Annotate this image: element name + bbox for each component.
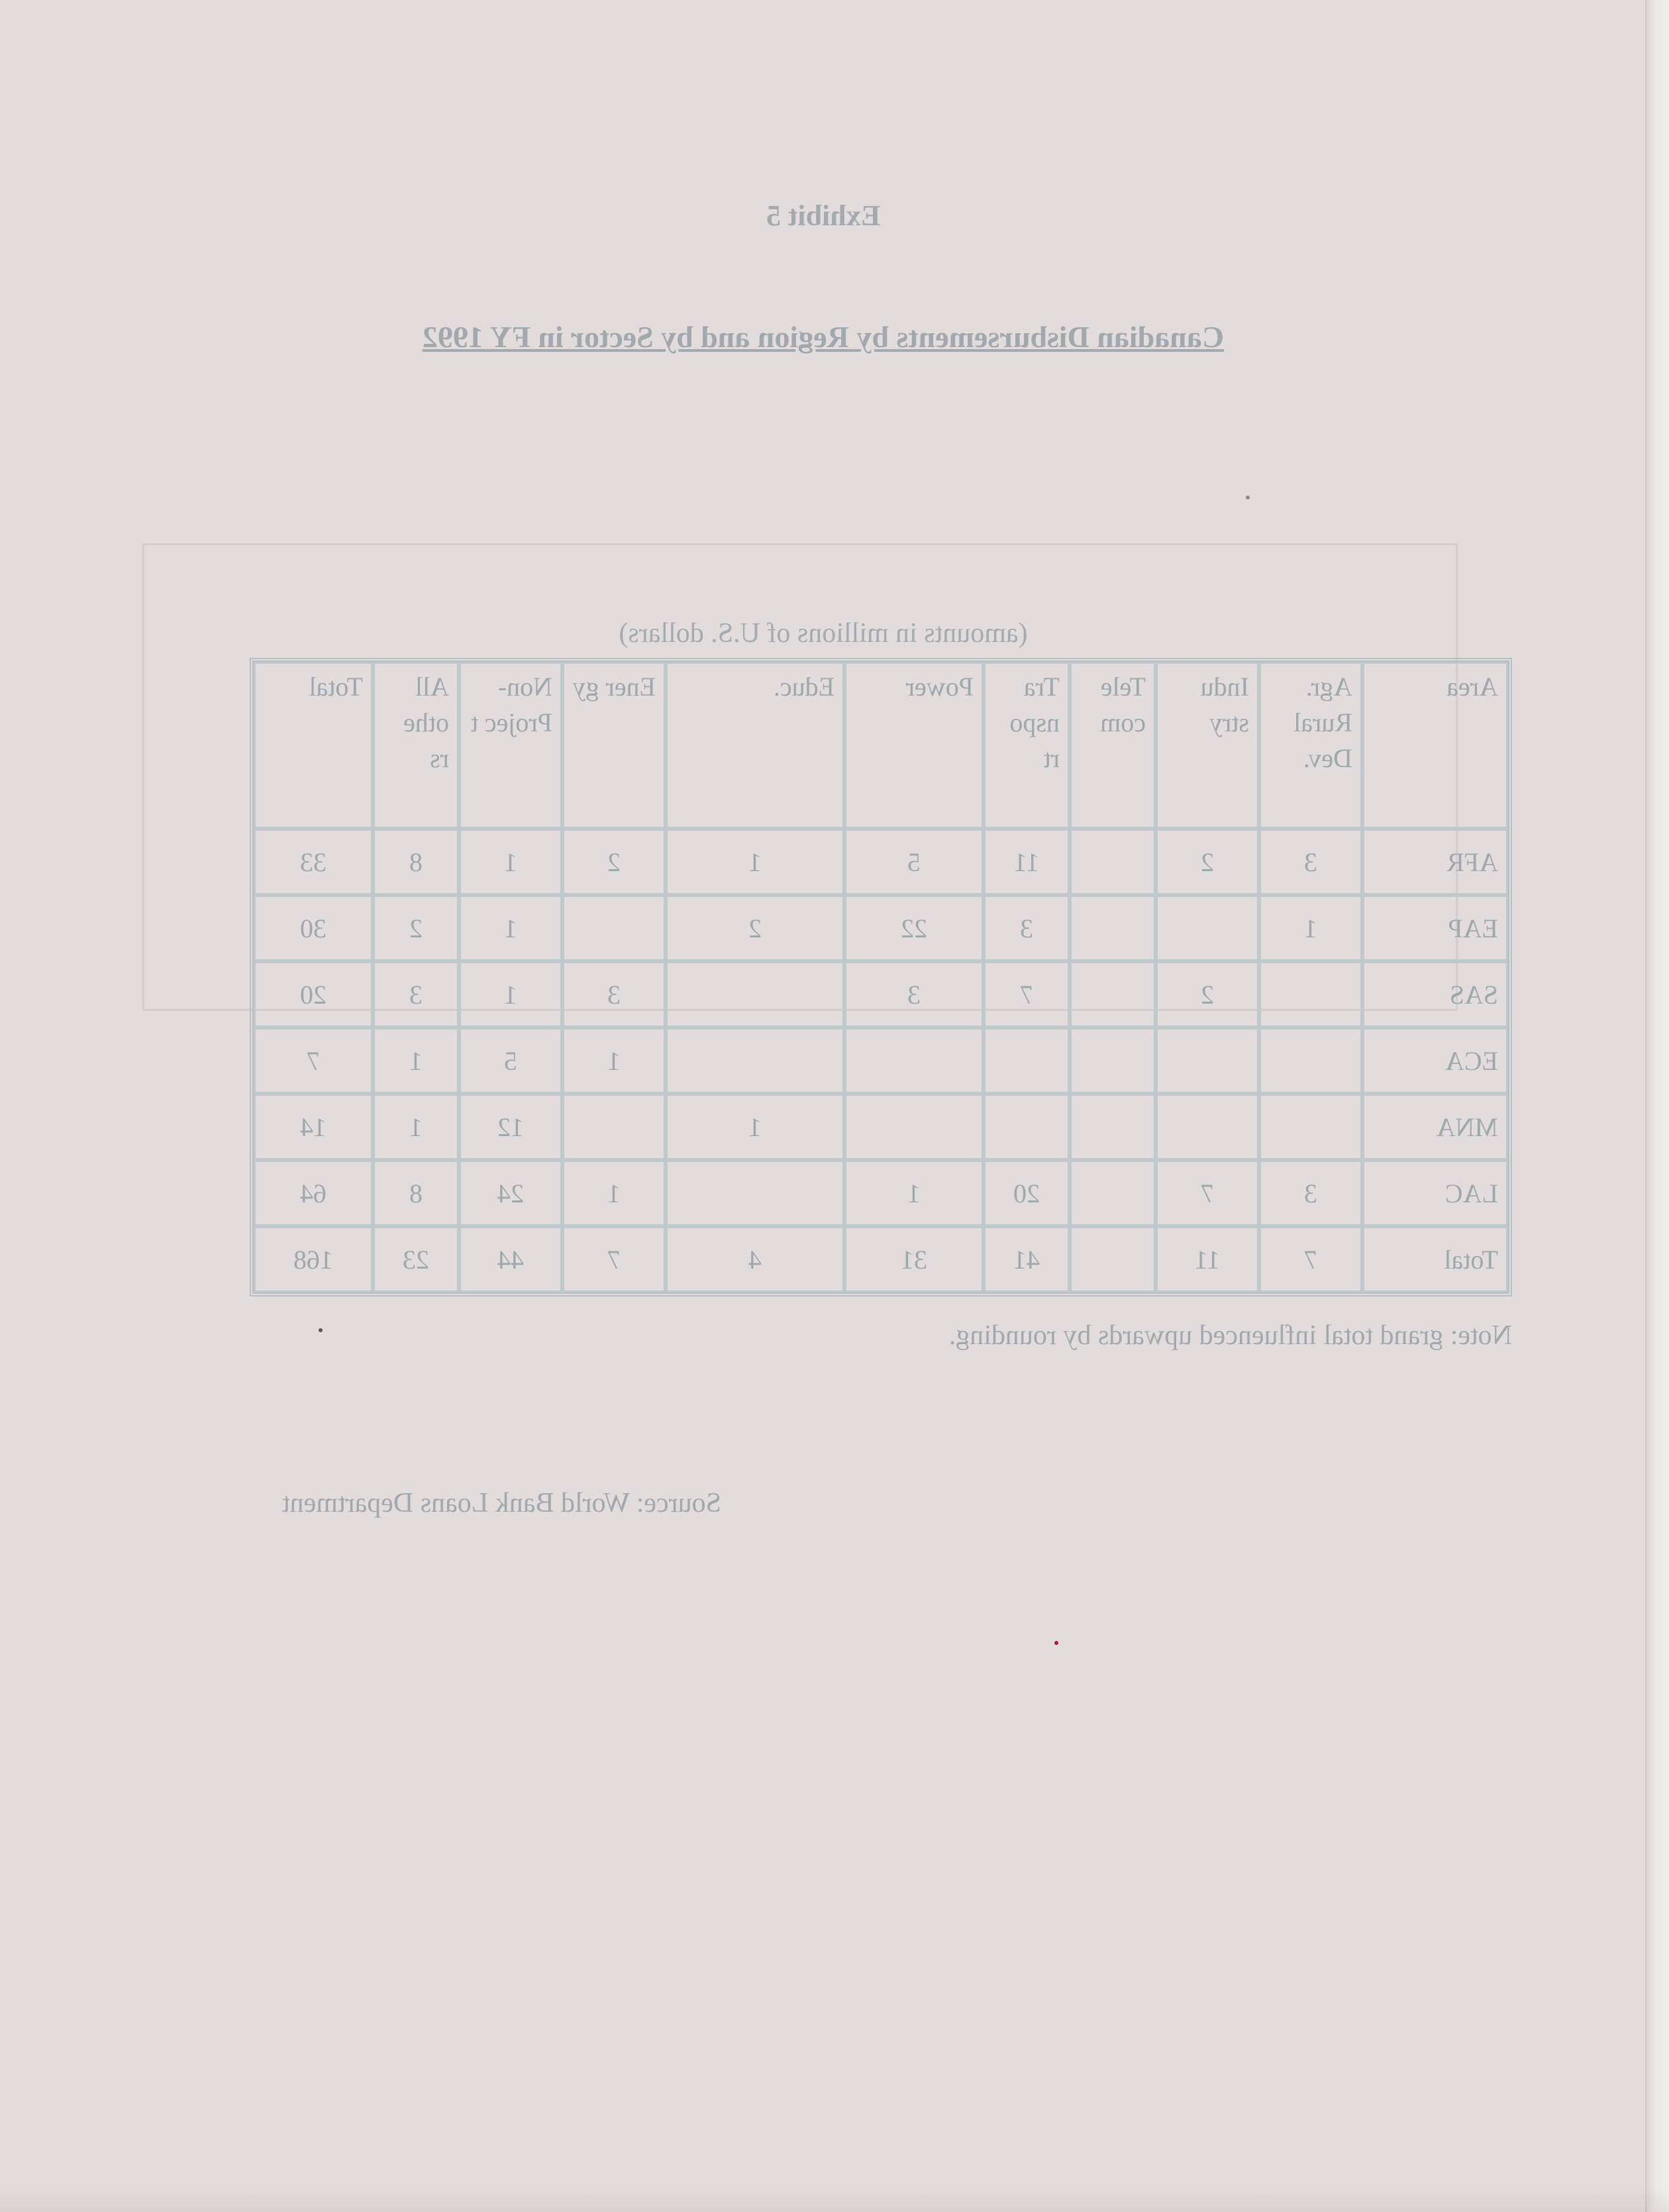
- cell-transport: 11: [984, 829, 1070, 895]
- col-transport: Tra nspo rt: [984, 662, 1070, 829]
- cell-total: 64: [254, 1160, 373, 1226]
- cell-area: EAP: [1362, 895, 1508, 961]
- cell-telecom: [1070, 1094, 1156, 1160]
- cell-total: 168: [254, 1226, 373, 1292]
- col-allothers: All othe rs: [373, 662, 459, 829]
- cell-education: [666, 1027, 844, 1094]
- table-row: [254, 1160, 1508, 1226]
- table-row: [254, 829, 1508, 895]
- col-area: Area: [1362, 662, 1508, 829]
- cell-nonproject: 24: [459, 1160, 562, 1226]
- exhibit-label: Exhibit 5: [766, 199, 881, 232]
- cell-industry: [1156, 1027, 1259, 1094]
- cell-energy: 2: [562, 829, 666, 895]
- cell-industry: 2: [1156, 829, 1259, 895]
- cell-total: 30: [254, 895, 373, 961]
- units-caption: (amounts in millions of U.S. dollars): [619, 618, 1028, 649]
- cell-energy: 1: [562, 1160, 666, 1226]
- cell-telecom: [1070, 829, 1156, 895]
- cell-area: MNA: [1362, 1094, 1508, 1160]
- cell-allothers: 3: [373, 961, 459, 1027]
- cell-allothers: 1: [373, 1027, 459, 1094]
- source-line: Source: World Bank Loans Department: [281, 1488, 721, 1518]
- ink-speck: [1246, 496, 1250, 500]
- cell-transport: 7: [984, 961, 1070, 1027]
- header-row: [254, 662, 1508, 829]
- cell-industry: 7: [1156, 1160, 1259, 1226]
- cell-industry: [1156, 1094, 1259, 1160]
- col-agr: Agr. Rural Dev.: [1259, 662, 1362, 829]
- cell-energy: [562, 1094, 666, 1160]
- cell-nonproject: 1: [459, 961, 562, 1027]
- cell-energy: 3: [562, 961, 666, 1027]
- table-container: [250, 658, 1512, 1296]
- cell-power: 3: [844, 961, 984, 1027]
- table-row: [254, 1027, 1508, 1094]
- cell-energy: 1: [562, 1027, 666, 1094]
- page-bottom-shadow: [0, 2186, 1669, 2212]
- col-energy: Ener gy: [562, 662, 666, 829]
- cell-allothers: 23: [373, 1226, 459, 1292]
- cell-allothers: 8: [373, 1160, 459, 1226]
- cell-total: 7: [254, 1027, 373, 1094]
- cell-industry: 11: [1156, 1226, 1259, 1292]
- cell-allothers: 8: [373, 829, 459, 895]
- page-title: Canadian Disbursements by Region and by Sector in FY 1992: [422, 320, 1225, 354]
- cell-area: LAC: [1362, 1160, 1508, 1226]
- cell-energy: 7: [562, 1226, 666, 1292]
- cell-transport: [984, 1027, 1070, 1094]
- cell-transport: 20: [984, 1160, 1070, 1226]
- footnote: Note: grand total influenced upwards by rounding.: [948, 1320, 1512, 1351]
- cell-total: 20: [254, 961, 373, 1027]
- cell-education: [666, 1160, 844, 1226]
- cell-agr: [1259, 1027, 1362, 1094]
- cell-area: ECA: [1362, 1027, 1508, 1094]
- cell-telecom: [1070, 1226, 1156, 1292]
- cell-agr: 3: [1259, 1160, 1362, 1226]
- cell-total: 33: [254, 829, 373, 895]
- cell-area: Total: [1362, 1226, 1508, 1292]
- cell-telecom: [1070, 961, 1156, 1027]
- cell-telecom: [1070, 1027, 1156, 1094]
- page-edge: [1645, 0, 1669, 2212]
- table-row: [254, 1226, 1508, 1292]
- cell-power: 5: [844, 829, 984, 895]
- cell-telecom: [1070, 895, 1156, 961]
- cell-area: AFR: [1362, 829, 1508, 895]
- cell-education: 1: [666, 1094, 844, 1160]
- cell-agr: [1259, 961, 1362, 1027]
- col-total: Total: [254, 662, 373, 829]
- cell-telecom: [1070, 1160, 1156, 1226]
- cell-agr: 1: [1259, 895, 1362, 961]
- cell-nonproject: 44: [459, 1226, 562, 1292]
- cell-allothers: 2: [373, 895, 459, 961]
- ink-speck: [319, 1328, 323, 1332]
- table-row: [254, 895, 1508, 961]
- cell-industry: 2: [1156, 961, 1259, 1027]
- cell-nonproject: 1: [459, 895, 562, 961]
- cell-transport: [984, 1094, 1070, 1160]
- cell-total: 14: [254, 1094, 373, 1160]
- cell-area: SAS: [1362, 961, 1508, 1027]
- col-power: Power: [844, 662, 984, 829]
- cell-power: 31: [844, 1226, 984, 1292]
- col-industry: Indu stry: [1156, 662, 1259, 829]
- disbursement-table: [250, 658, 1512, 1296]
- cell-agr: 3: [1259, 829, 1362, 895]
- cell-transport: 3: [984, 895, 1070, 961]
- cell-power: [844, 1094, 984, 1160]
- col-nonproject: Non- Projec t: [459, 662, 562, 829]
- col-education: Educ.: [666, 662, 844, 829]
- table-row: [254, 1094, 1508, 1160]
- ink-speck-red: [1054, 1641, 1058, 1645]
- cell-agr: 7: [1259, 1226, 1362, 1292]
- cell-nonproject: 12: [459, 1094, 562, 1160]
- cell-power: 1: [844, 1160, 984, 1226]
- cell-nonproject: 5: [459, 1027, 562, 1094]
- col-telecom: Tele com: [1070, 662, 1156, 829]
- cell-power: 22: [844, 895, 984, 961]
- cell-nonproject: 1: [459, 829, 562, 895]
- cell-energy: [562, 895, 666, 961]
- cell-industry: [1156, 895, 1259, 961]
- cell-transport: 41: [984, 1226, 1070, 1292]
- cell-education: [666, 961, 844, 1027]
- cell-power: [844, 1027, 984, 1094]
- cell-agr: [1259, 1094, 1362, 1160]
- table-row: [254, 961, 1508, 1027]
- cell-education: 4: [666, 1226, 844, 1292]
- cell-education: 2: [666, 895, 844, 961]
- cell-education: 1: [666, 829, 844, 895]
- cell-allothers: 1: [373, 1094, 459, 1160]
